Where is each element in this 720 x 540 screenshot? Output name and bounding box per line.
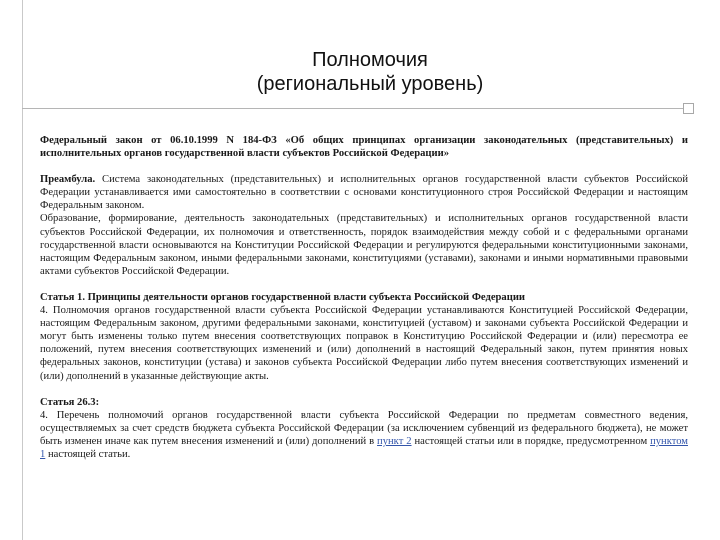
article-26-heading: Статья 26.3:: [40, 396, 100, 408]
article-26-text: 4. Перечень полномочий органов государственной власти субъекта Российской Федерации по предметам совместного ведения, осуществляемых за счет средств бюджета субъекта Российской Федерации (за исключением субвенций из федерального бюджета), не может быть изменен иначе как путем внесения изменений и (или) дополнений в пункт 2 настоящей статьи или в порядке, предусмотренном пунктом 1 настоящей статьи.: [40, 409, 688, 460]
law-text-body: [40, 134, 688, 461]
article-1-heading: Статья 1. Принципы деятельности органов государственной власти субъекта Российской Федерации: [40, 291, 526, 303]
link-punktom-1[interactable]: пунктом 1: [40, 435, 688, 460]
title-line-1: Полномочия: [312, 49, 428, 71]
slide-title: [120, 48, 620, 96]
title-line-2: (региональный уровень): [256, 73, 484, 95]
law-heading: Федеральный закон от 06.10.1999 N 184-ФЗ «Об общих принципах организации законодательных (представительных) и исполнительных органов государственной власти субъектов Российской Федерации»: [40, 135, 688, 160]
preamble-label: Преамбула.: [40, 174, 96, 186]
left-vertical-rule: [22, 0, 23, 540]
preamble-paragraph-2: Образование, формирование, деятельность законодательных (представительных) и исполнительных органов государственной власти субъектов Российской Федерации, их полномочия и ответственность, порядок взаимодействия между собой и с федеральными органами государственной власти основываются на Конституции Российской Федерации и регулируются федеральными конституционными законами, настоящим Федеральным законом, иными федеральными законами, конституциями (уставами), законами и иными нормативными правовыми актами субъектов Российской Федерации.: [40, 213, 688, 277]
article-1-text: 4. Полномочия органов государственной власти субъекта Российской Федерации устанавливаются Конституцией Российской Федерации, настоящим Федеральным законом, другими федеральными законами, конституцией (уставом) и законами субъекта Российской Федерации и могут быть изменены только путем внесения соответствующих поправок в Конституцию Российской Федерации и (или) пересмотра ее положений, путем внесения соответствующих изменений и (или) дополнений в настоящий Федеральный закон, путем принятия новых федеральных законов, конституции (устава) и законов субъекта Российской Федерации либо путем внесения соответствующих изменений и (или) дополнений в указанные действующие акты.: [40, 305, 688, 382]
link-punkt-2[interactable]: пункт 2: [377, 435, 412, 447]
preamble-paragraph: [40, 173, 688, 212]
divider-square-marker: [683, 103, 694, 114]
preamble-text: Система законодательных (представительных) и исполнительных органов государственной власти субъектов Российской Федерации устанавливается ими самостоятельно в соответствии с основами конституционного строя Российской Федерации и настоящим Федеральным законом.: [40, 174, 688, 212]
title-divider: [22, 108, 694, 109]
